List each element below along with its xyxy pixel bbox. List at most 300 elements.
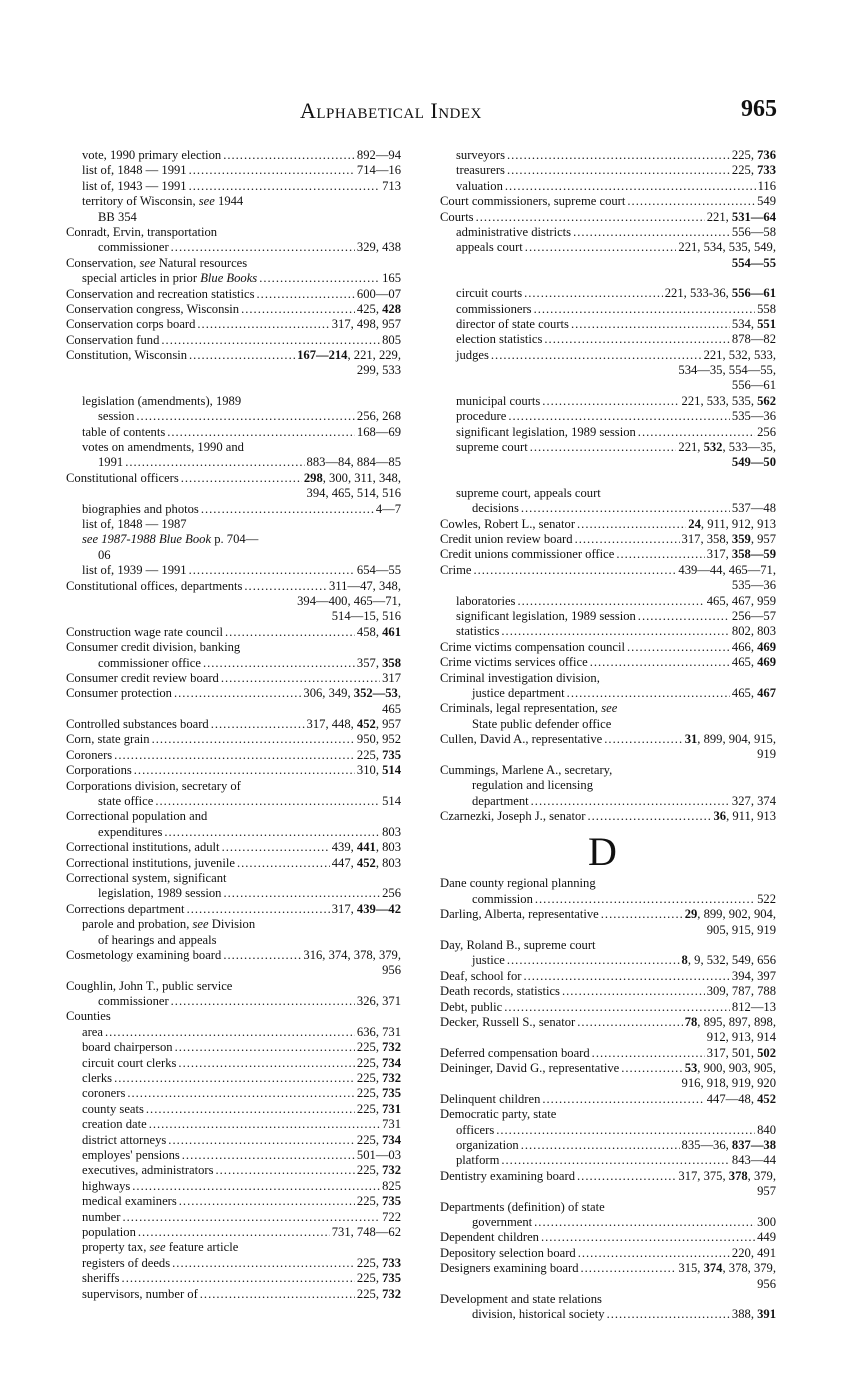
index-pages-bold: 554—55	[731, 255, 776, 270]
index-pages-text: 731, 748—62	[331, 1224, 401, 1239]
index-pages	[707, 984, 776, 999]
index-line	[440, 1292, 776, 1307]
index-line	[440, 409, 776, 424]
index-line	[66, 1240, 401, 1255]
index-pages	[732, 163, 776, 178]
dot-leader	[496, 1123, 755, 1138]
index-pages-text: , 803	[375, 855, 401, 870]
index-entry	[82, 1179, 401, 1194]
index-pages-text: 535—36	[731, 409, 776, 424]
dot-leader	[223, 948, 301, 963]
index-term	[82, 148, 221, 163]
index-entry	[472, 778, 776, 793]
index-term-text: district attorneys	[82, 1132, 167, 1147]
index-entry	[456, 240, 776, 255]
index-pages	[307, 455, 401, 470]
index-pages	[704, 348, 776, 363]
index-term	[456, 1153, 499, 1168]
index-entry	[440, 876, 776, 891]
index-pages-text: 439—44, 465—71,	[678, 562, 776, 577]
index-term	[456, 148, 505, 163]
index-entry	[456, 609, 776, 624]
index-line	[66, 333, 401, 348]
dot-leader	[225, 625, 355, 640]
index-line	[440, 1123, 776, 1138]
index-term-text: executives, administrators	[82, 1163, 214, 1178]
index-entry	[82, 425, 401, 440]
index-pages	[757, 1123, 776, 1138]
index-pages	[357, 1256, 401, 1271]
index-pages-text: 225,	[356, 1086, 383, 1101]
index-entry	[98, 825, 401, 840]
index-line	[440, 892, 776, 907]
dot-leader	[223, 886, 380, 901]
index-entry	[82, 1071, 401, 1086]
index-pages	[732, 409, 776, 424]
index-term-text: Decker, Russell S., senator	[440, 1014, 576, 1029]
index-pages-bold: 731	[382, 1101, 401, 1116]
index-entry	[82, 1086, 401, 1101]
index-term-text: election statistics	[456, 332, 543, 347]
index-term-text: Departments (definition) of state	[440, 1199, 605, 1214]
index-term-text: procedure	[456, 409, 507, 424]
index-line	[66, 179, 401, 194]
index-term-text: Credit unions commissioner office	[440, 547, 615, 562]
index-term-text: Dependent children	[440, 1230, 539, 1245]
index-pages	[732, 624, 776, 639]
index-pages-text: 225,	[356, 1040, 383, 1055]
index-entry	[440, 517, 776, 532]
index-pages-bold: 352—53	[353, 686, 398, 701]
index-term	[440, 1000, 502, 1015]
index-pages-text: 537—48	[731, 501, 776, 516]
dot-leader	[607, 1307, 730, 1322]
see-reference: see	[601, 701, 618, 716]
index-term	[82, 1056, 176, 1071]
index-term-text: Conservation corps board	[66, 317, 196, 332]
index-line	[66, 148, 401, 163]
index-term-text: Deaf, school for	[440, 968, 522, 983]
dot-leader	[189, 348, 295, 363]
index-pages-bold: 374	[703, 1261, 723, 1276]
dot-leader	[534, 302, 756, 317]
index-line	[66, 1056, 401, 1071]
index-term	[98, 455, 123, 470]
index-entry	[472, 794, 776, 809]
index-line	[66, 963, 401, 978]
index-term	[472, 953, 505, 968]
index-line	[66, 917, 401, 932]
dot-leader	[222, 840, 330, 855]
dot-leader	[167, 425, 355, 440]
index-term-text: Deferred compensation board	[440, 1045, 590, 1060]
index-line	[440, 425, 776, 440]
index-term	[440, 1015, 575, 1030]
index-column-left	[66, 148, 401, 1302]
index-pages-text: 812—13	[731, 999, 776, 1014]
index-pages-text: 534,	[731, 316, 758, 331]
index-pages-text: 465,	[731, 685, 758, 700]
index-pages-text: 892—94	[356, 148, 401, 162]
index-term	[98, 409, 134, 424]
index-entry	[440, 547, 776, 562]
index-entry	[66, 640, 401, 655]
index-pages-bold: 735	[382, 747, 401, 762]
index-line	[440, 348, 776, 363]
dot-leader	[244, 579, 327, 594]
index-term-text: Coughlin, John T., public service	[66, 978, 233, 993]
index-pages-text: 514	[382, 794, 401, 809]
index-term-text: 1991	[98, 455, 124, 470]
index-line	[440, 1046, 776, 1061]
dot-leader	[155, 794, 380, 809]
index-entry	[82, 532, 401, 547]
dot-leader	[127, 1086, 355, 1101]
index-term-text: Counties	[66, 1009, 111, 1024]
index-pages-text: 310,	[356, 763, 383, 778]
index-entry	[66, 287, 401, 302]
index-term-text: Depository selection board	[440, 1245, 576, 1260]
index-line	[440, 732, 776, 747]
index-term	[82, 1102, 144, 1117]
index-line	[440, 1092, 776, 1107]
index-line	[66, 271, 401, 286]
index-line	[66, 548, 401, 563]
index-term	[440, 701, 617, 716]
dot-leader	[136, 409, 355, 424]
index-entry	[66, 625, 401, 640]
index-term	[82, 1148, 180, 1163]
index-term	[472, 892, 533, 907]
index-entry	[82, 502, 401, 517]
index-pages	[357, 1086, 401, 1101]
index-pages-text: 803	[382, 824, 401, 839]
index-entry	[472, 1307, 776, 1322]
index-term	[98, 825, 162, 840]
index-line	[66, 702, 401, 717]
index-pages-text: , 379,	[747, 1168, 776, 1183]
index-pages-bold: 461	[382, 624, 401, 639]
index-entry	[82, 194, 401, 209]
index-pages-text: 327, 374	[731, 793, 776, 808]
index-entry	[440, 1246, 776, 1261]
index-pages: 535—36	[731, 578, 776, 593]
index-pages-bold: 736	[757, 148, 776, 162]
index-pages	[357, 1071, 401, 1086]
index-term-text: Court commissioners, supreme court	[440, 194, 626, 209]
index-entry	[440, 532, 776, 547]
index-pages-text: 843—44	[731, 1153, 776, 1168]
index-term	[66, 717, 209, 732]
spacer	[66, 379, 401, 394]
index-line	[440, 1169, 776, 1184]
index-term-text: state office	[98, 794, 154, 809]
index-term	[66, 287, 255, 302]
index-line	[440, 701, 776, 716]
index-pages-text: 225,	[356, 1055, 383, 1070]
index-term-text: supervisors, number of	[82, 1286, 198, 1301]
index-term	[440, 640, 625, 655]
index-entry	[440, 732, 776, 747]
index-term-text: valuation	[456, 178, 503, 193]
index-term-text: organization	[456, 1138, 519, 1153]
index-term-text: Cowles, Robert L., senator	[440, 516, 576, 531]
index-term-text: special articles in prior	[82, 271, 201, 286]
index-pages-bold: 532	[703, 440, 723, 455]
index-term	[66, 748, 112, 763]
dot-leader	[577, 1015, 682, 1030]
index-entry	[82, 1133, 401, 1148]
index-term	[440, 563, 471, 578]
index-term-text: government	[472, 1215, 533, 1229]
index-pages-text: , 899, 904, 915,	[697, 732, 776, 747]
index-term-text: highways	[82, 1178, 131, 1193]
dot-leader	[203, 656, 355, 671]
index-term	[440, 763, 612, 778]
index-term-text: Conservation,	[66, 255, 140, 270]
index-line	[440, 1138, 776, 1153]
index-entry	[472, 501, 776, 516]
index-pages	[357, 287, 401, 302]
dot-leader	[122, 1210, 380, 1225]
index-pages	[685, 732, 776, 747]
dot-leader	[592, 1046, 705, 1061]
index-term-text: commissioners	[456, 301, 532, 316]
index-column-right	[440, 148, 776, 1323]
index-pages	[732, 317, 776, 332]
index-entry	[472, 892, 776, 907]
index-term	[82, 1179, 130, 1194]
index-entry	[440, 1092, 776, 1107]
index-pages-bold: 391	[757, 1307, 776, 1322]
index-pages-text: 225,	[356, 1101, 383, 1116]
index-term-text: treasurers	[456, 163, 505, 178]
index-line	[440, 794, 776, 809]
index-entry	[66, 225, 401, 240]
dot-leader	[134, 763, 355, 778]
index-pages-bold: 735	[382, 1086, 401, 1101]
index-pages-text: , 300, 311, 348,	[322, 470, 401, 485]
index-pages: 465	[382, 701, 401, 716]
index-pages-bold: 298	[303, 470, 323, 485]
index-term-text: Crime victims compensation council	[440, 639, 626, 654]
index-entry	[472, 953, 776, 968]
index-pages-text: 256, 268	[356, 409, 401, 424]
index-pages-text: 116	[757, 178, 776, 193]
index-term	[98, 656, 201, 671]
index-line	[440, 809, 776, 824]
index-line	[66, 686, 401, 701]
index-pages	[382, 825, 401, 840]
index-entry	[66, 840, 401, 855]
index-entry	[66, 809, 401, 824]
index-pages-text: 714—16	[356, 163, 401, 178]
index-pages-text: 501—03	[356, 1148, 401, 1162]
index-term	[82, 563, 187, 578]
dot-leader	[534, 1215, 755, 1230]
index-term-text: department	[472, 793, 529, 808]
index-entry	[440, 1000, 776, 1015]
index-term	[82, 179, 187, 194]
index-line	[66, 1148, 401, 1163]
dot-leader	[544, 332, 730, 347]
index-entry	[66, 686, 401, 701]
index-pages-text: 317, 375,	[678, 1168, 729, 1183]
index-entry	[456, 225, 776, 240]
index-pages	[304, 471, 401, 486]
dot-leader	[164, 825, 380, 840]
index-pages	[357, 732, 401, 747]
index-term-text: Constitution, Wisconsin	[66, 348, 188, 363]
index-pages-text: 221, 533, 535,	[681, 393, 758, 408]
index-entry	[66, 671, 401, 686]
index-term-text: director of state courts	[456, 316, 569, 331]
index-pages	[685, 1061, 776, 1076]
index-term	[440, 969, 521, 984]
dot-leader	[114, 748, 355, 763]
index-line	[440, 763, 776, 778]
index-pages-bold: 358—59	[731, 547, 776, 562]
index-line	[440, 624, 776, 639]
index-pages-text: 317,	[706, 547, 732, 562]
dot-leader	[541, 1230, 755, 1245]
index-pages	[688, 517, 776, 532]
spacer	[440, 271, 776, 286]
see-reference: see 1987-1988 Blue Book	[82, 532, 212, 547]
dot-leader	[201, 502, 374, 517]
dot-leader	[505, 179, 756, 194]
index-pages	[732, 794, 776, 809]
index-term-text: area	[82, 1024, 103, 1039]
index-term-text: coroners	[82, 1086, 126, 1101]
index-term-text: Constitutional officers	[66, 470, 179, 485]
index-entry	[66, 763, 401, 778]
index-term	[440, 210, 474, 225]
index-pages-text: , 803	[375, 840, 401, 855]
index-pages-bold: 735	[382, 1194, 401, 1209]
index-line	[66, 1225, 401, 1240]
index-line	[66, 825, 401, 840]
index-term	[66, 348, 187, 363]
index-pages	[382, 1117, 401, 1132]
index-line	[440, 563, 776, 578]
index-entry	[456, 163, 776, 178]
index-line	[66, 933, 401, 948]
index-pages-text: 522	[757, 891, 776, 906]
index-pages-text: 225,	[356, 1163, 383, 1178]
index-entry	[66, 1009, 401, 1024]
index-line	[66, 532, 401, 547]
index-pages-text: 556—58	[731, 224, 776, 239]
index-pages-text: 225,	[356, 1271, 383, 1286]
index-pages-bold: 734	[382, 1055, 401, 1070]
index-line	[440, 778, 776, 793]
index-pages	[732, 1000, 776, 1015]
dot-leader	[122, 1271, 355, 1286]
index-pages	[685, 1015, 776, 1030]
index-pages	[357, 1287, 401, 1302]
index-term	[82, 425, 165, 440]
index-pages	[665, 286, 776, 301]
index-pages-bold: 733	[382, 1255, 401, 1270]
index-term-text: appeals court	[456, 240, 523, 255]
index-term-text: Development and state relations	[440, 1291, 602, 1306]
index-pages-text: 315,	[678, 1261, 704, 1276]
dot-leader	[171, 994, 355, 1009]
index-term	[472, 686, 565, 701]
index-entry	[456, 440, 776, 455]
index-entry	[82, 1271, 401, 1286]
index-line	[66, 517, 401, 532]
index-term-text: population	[82, 1224, 136, 1239]
index-line	[440, 1307, 776, 1322]
index-line	[440, 1000, 776, 1015]
index-term-text: property tax,	[82, 1240, 150, 1255]
dot-leader	[567, 686, 730, 701]
index-line	[66, 763, 401, 778]
index-pages	[732, 655, 776, 670]
see-reference: see	[149, 1240, 166, 1255]
index-term	[456, 425, 636, 440]
index-line	[440, 594, 776, 609]
index-term	[82, 394, 241, 409]
index-entry	[66, 348, 401, 363]
index-entry	[456, 332, 776, 347]
index-line	[440, 686, 776, 701]
index-term	[82, 1256, 170, 1271]
index-entry	[98, 656, 401, 671]
index-line	[66, 871, 401, 886]
index-pages-text: 835—36,	[681, 1138, 732, 1153]
index-term	[456, 348, 489, 363]
index-pages-text: 317, 498, 957	[331, 317, 401, 332]
dot-leader	[179, 1194, 355, 1209]
index-pages	[303, 686, 401, 701]
index-line	[66, 979, 401, 994]
index-term-text: Correctional system, significant	[66, 870, 227, 885]
index-term	[472, 717, 611, 732]
index-pages-text: 878—82	[731, 332, 776, 347]
index-term-text: Correctional institutions, juvenile	[66, 855, 235, 870]
index-pages-text: 317	[382, 670, 401, 685]
index-line	[440, 148, 776, 163]
index-pages-text: 221,	[706, 209, 732, 224]
index-entry	[66, 302, 401, 317]
dot-leader	[621, 1061, 682, 1076]
index-term	[440, 1292, 602, 1307]
index-pages-text: 225,	[356, 1255, 383, 1270]
index-pages	[382, 1179, 401, 1194]
index-term-text: p. 704—	[211, 532, 259, 547]
index-line	[66, 1025, 401, 1040]
index-line	[66, 1210, 401, 1225]
index-term	[456, 240, 523, 255]
index-term	[440, 907, 599, 922]
index-term	[472, 501, 519, 516]
index-pages-bold: 36	[713, 809, 727, 824]
index-line	[66, 1194, 401, 1209]
index-pages	[732, 225, 776, 240]
index-term	[82, 502, 199, 517]
index-line	[66, 394, 401, 409]
index-term	[98, 933, 217, 948]
index-term-text: Constitutional offices, departments	[66, 578, 243, 593]
index-entry	[82, 148, 401, 163]
index-term-text: votes on amendments, 1990 and	[82, 440, 244, 455]
index-pages-bold: 359	[731, 531, 751, 546]
index-term-text: legislation, 1989 session	[98, 886, 222, 901]
index-pages: 956	[382, 963, 401, 978]
